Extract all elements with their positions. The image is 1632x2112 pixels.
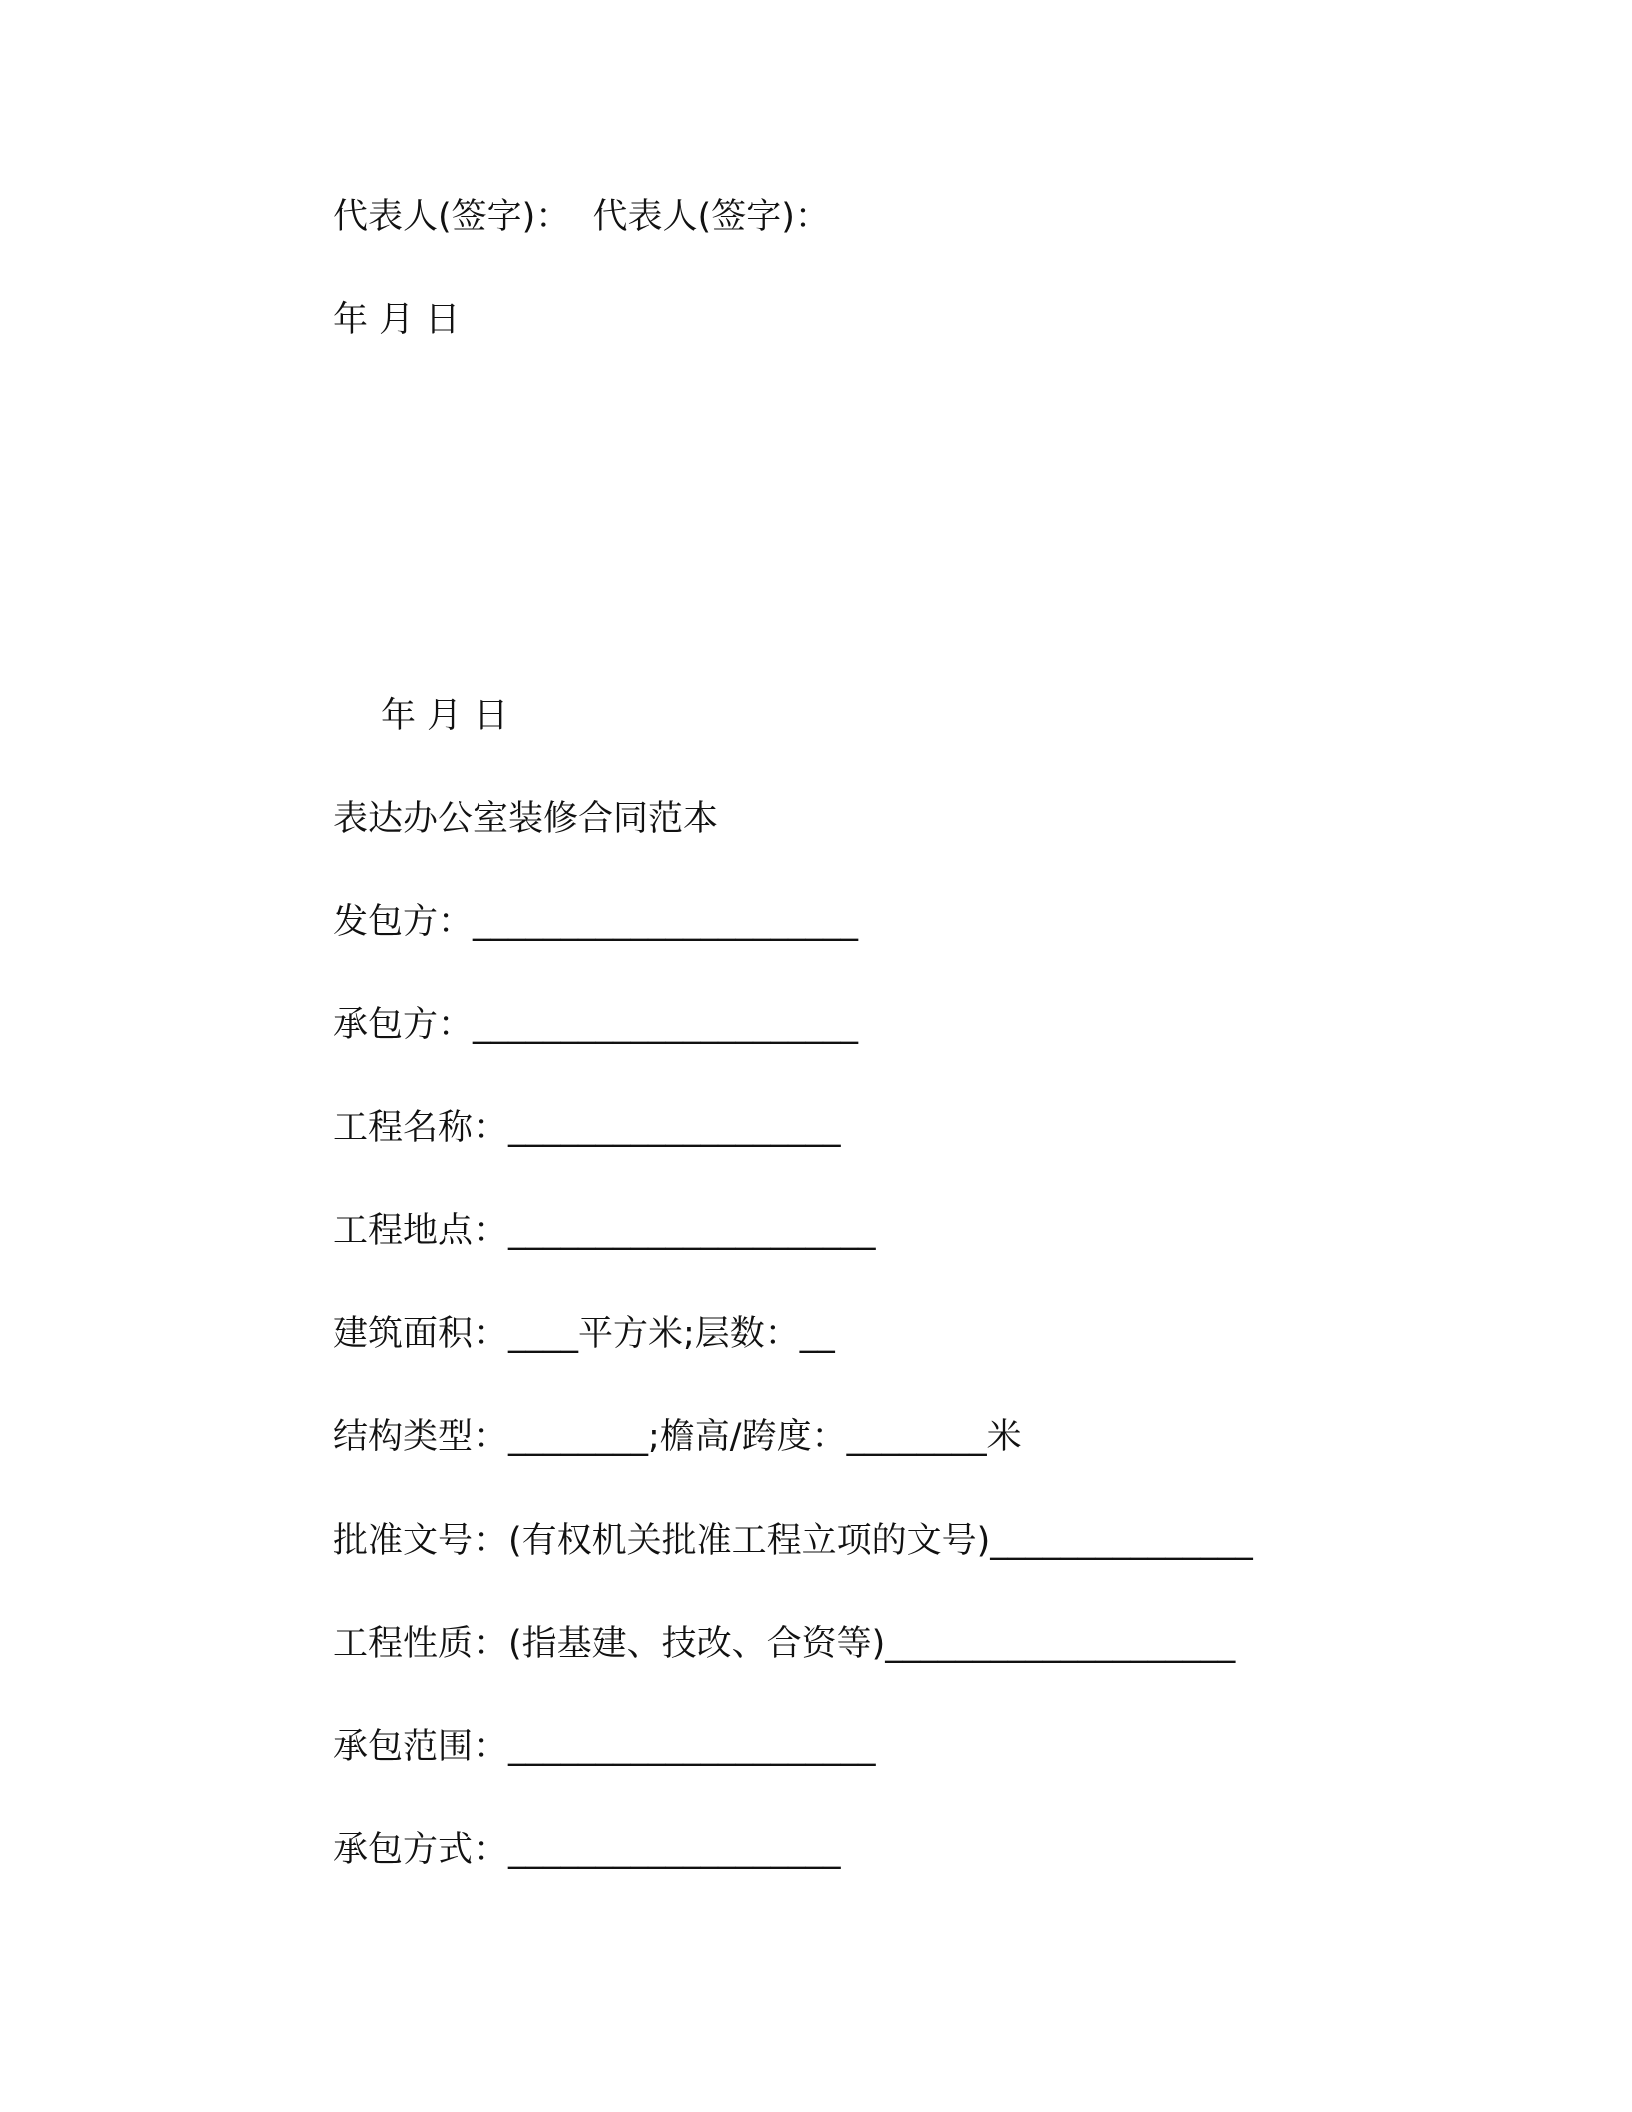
- date-line: 年 月 日: [381, 696, 509, 736]
- document-title: 表达办公室装修合同范本: [333, 799, 719, 839]
- project-location-field: 工程地点：_____________________: [333, 1211, 876, 1251]
- structure-type-field: 结构类型：________;檐高/跨度：________米: [333, 1417, 1022, 1457]
- date-line: 年 月 日: [333, 300, 461, 340]
- signature-line: 代表人(签字)： 代表人(签字)：: [333, 197, 830, 237]
- project-name-field: 工程名称：___________________: [333, 1108, 841, 1148]
- contract-method-field: 承包方式：___________________: [333, 1830, 841, 1870]
- approval-number-field: 批准文号：(有权机关批准工程立项的文号)_______________: [333, 1521, 1253, 1561]
- employer-field: 发包方：______________________: [333, 902, 859, 942]
- contract-scope-field: 承包范围：_____________________: [333, 1727, 876, 1767]
- building-area-field: 建筑面积：____平方米;层数：__: [333, 1314, 835, 1354]
- contractor-field: 承包方：______________________: [333, 1005, 859, 1045]
- project-nature-field: 工程性质：(指基建、技改、合资等)____________________: [333, 1624, 1236, 1664]
